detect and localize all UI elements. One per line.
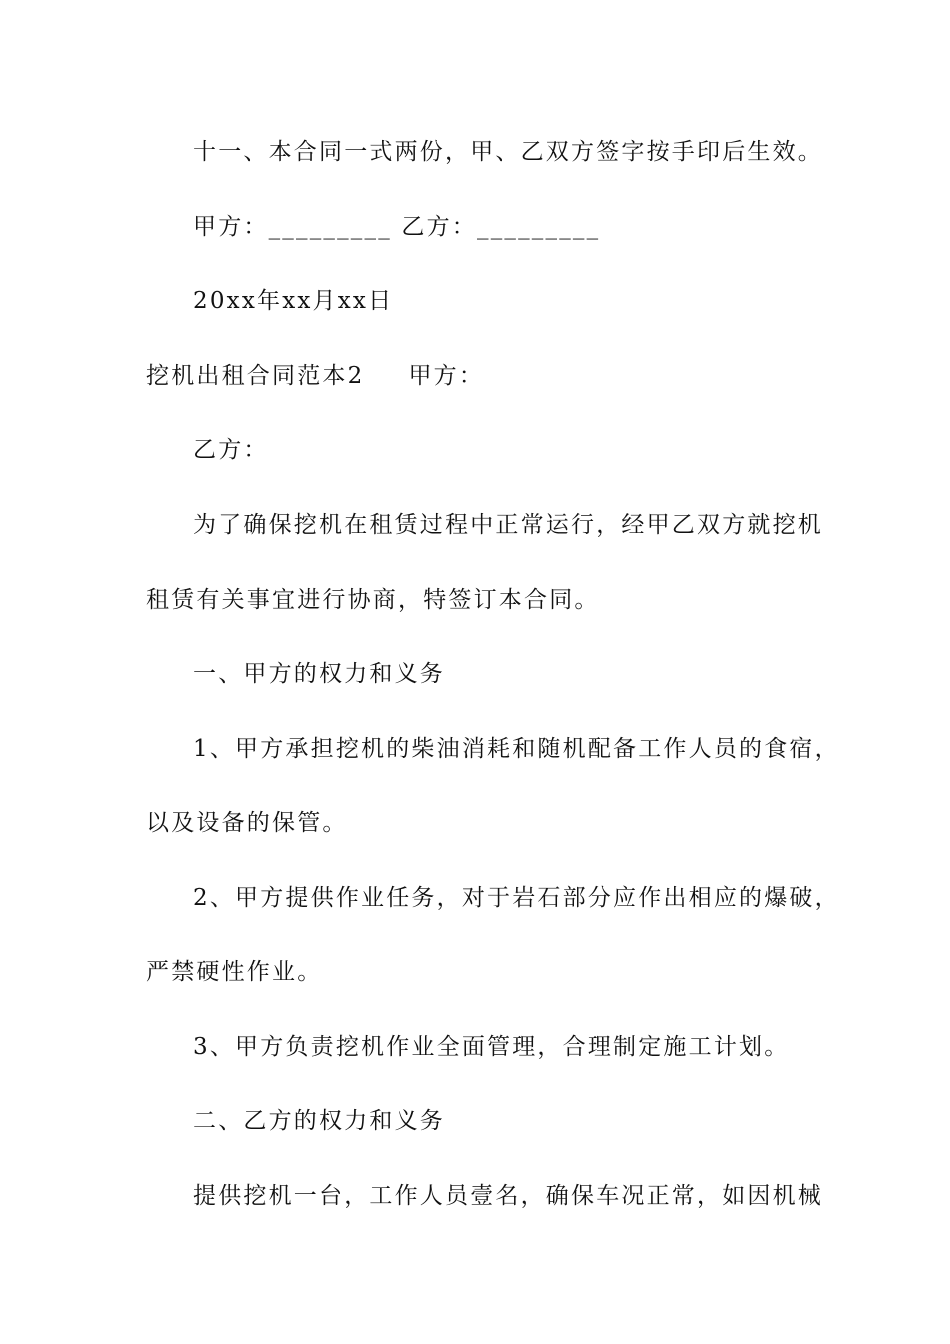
signature-line: 甲方：_________ 乙方：_________ (193, 214, 601, 240)
item-2-line-1: 2、甲方提供作业任务，对于岩石部分应作出相应的爆破， (193, 885, 840, 911)
party-a-label: 甲方： (408, 363, 485, 389)
item-3: 3、甲方负责挖机作业全面管理，合理制定施工计划。 (193, 1034, 790, 1060)
section-one-heading: 一、甲方的权力和义务 (193, 661, 445, 687)
contract-title-line (146, 361, 484, 391)
party-b-label: 乙方： (193, 437, 269, 463)
clause-eleven: 十一、本合同一式两份，甲、乙双方签字按手印后生效。 (193, 139, 823, 165)
date-line: 20xx年xx月xx日 (193, 288, 394, 314)
section-two-paragraph-line-1: 提供挖机一台，工作人员壹名，确保车况正常，如因机械 (193, 1183, 823, 1209)
contract-title: 挖机出租合同范本2 (146, 363, 365, 389)
section-two-heading: 二、乙方的权力和义务 (193, 1108, 445, 1134)
paragraph-intro-line-2: 租赁有关事宜进行协商，特签订本合同。 (146, 587, 600, 613)
item-2-line-2: 严禁硬性作业。 (146, 959, 323, 985)
item-1-line-1: 1、甲方承担挖机的柴油消耗和随机配备工作人员的食宿， (193, 736, 840, 762)
item-1-line-2: 以及设备的保管。 (146, 810, 348, 836)
paragraph-intro-line-1: 为了确保挖机在租赁过程中正常运行，经甲乙双方就挖机 (193, 512, 823, 538)
